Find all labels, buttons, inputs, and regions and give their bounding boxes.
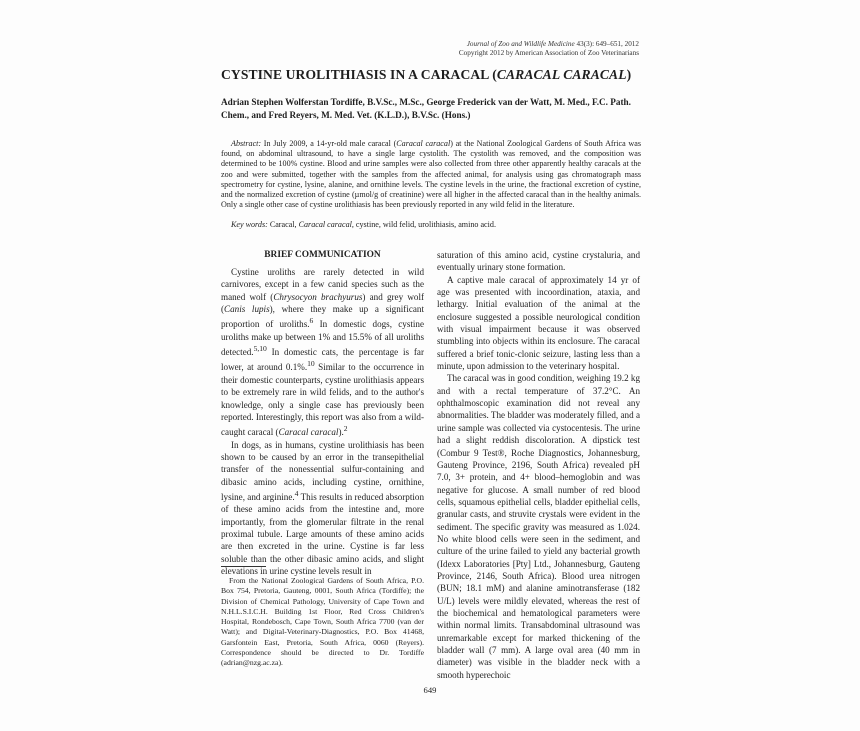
paragraph: The caracal was in good condition, weighing 19.2 kg and with a rectal temperature of 37.2°C. An ophthalmoscopic examination did not reveal any abnormalities. The bladder was moderately filled, and a urine sample was collected via cystocentesis. The urine had a slight reddish discoloration. A dipstick test (Combur 9 Test®, Roche Diagnostics, Johannesburg, Gauteng Province, 2196, South Africa) revealed pH 7.0, 3+ protein, and 4+ blood–hemoglobin and was negative for glucose. A small number of red blood cells, squamous epithelial cells, bladder epithelial cells, granular casts, and struvite crystals were evident in the sediment. The specific gravity was measured as 1.024. No white blood cells were seen in the sediment, and culture of the urine failed to yield any bacterial growth (Idexx Laboratories [Pty] Ltd., Johannesburg, Gauteng Province, 2146, South Africa). Blood urea nitrogen (BUN; 18.1 mM) and alanine aminotransferase (182 U/L) levels were mildly elevated, whereas the rest of the biochemical and hematological parameters were within normal limits. Transabdominal ultrasound was unremarkable except for marked thickening of the bladder wall (7 mm). A large oval area (40 mm in diameter) was visible in the bladder neck with a smooth hyperechoic: [437, 373, 640, 680]
journal-citation: [339, 40, 639, 49]
article-title: CYSTINE UROLITHIASIS IN A CARACAL (CARACAL CARACAL): [221, 67, 632, 82]
abstract-species: Caracal caracal: [396, 139, 451, 148]
abstract: Abstract: In July 2009, a 14-yr-old male caracal (Caracal caracal) at the National Zoological Gardens of South Africa was found, on abdominal ultrasound, to have a single large cystolith. The cystolith was removed, and the composition was determined to be 100% cystine. Blood and urine samples were also collected from three other apparently healthy caracals at the zoo and were submitted, together with the samples from the affected animal, for analysis using gas chromatograph mass spectrometry for cystine, lysine, alanine, and ornithine levels. The cystine levels in the urine, the fractional excretion of cystine, and the normalized excretion of cystine (µmol/g of creatinine) were all higher in the affected caracal than in the healthy animals. Only a single other case of cystine urolithiasis has been previously reported in any wild felid in the literature.: [221, 139, 642, 210]
citation-ref: 5,10: [253, 344, 267, 354]
title-species: CARACAL CARACAL: [496, 67, 627, 82]
affiliation-footnote: From the National Zoological Gardens of South Africa, P.O. Box 754, Pretoria, Gauteng, 0001, South Africa (Tordiffe); the Division of Chemical Pathology, University of Cape Town and N.H.L.S.I.C.H. Building 1st Floor, Red Cross Children's Hospital, Rondebosch, Cape Town, South Africa 7700 (van der Watt); and Digital-Veterinary-Diagnostics, P.O. Box 41468, Garsfontein East, Pretoria, South Africa, 0060 (Reyers). Correspondence should be directed to Dr. Tordiffe (adrian@nzg.ac.za).: [221, 576, 424, 668]
right-column: [437, 249, 640, 681]
keywords-label: Key words:: [231, 220, 268, 229]
section-heading: BRIEF COMMUNICATION: [264, 250, 381, 260]
citation-ref: 2: [343, 424, 348, 434]
paragraph: Cystine uroliths are rarely detected in wild carnivores, except in a few canid species such as the maned wolf (Chrysocyon brachyurus) and grey wolf (Canis lupis), where they make up a significant proportion of uroliths.$^6$ In domestic dogs, cystine uroliths make up between 1% and 15.5% of all uroliths detected.$^{5,10}$ In domestic cats, the percentage is far lower, at around 0.1%.$^{10}$ Similar to the occurrence in their domestic counterparts, cystine urolithiasis appears to be extremely rare in wild felids, and to the author's knowledge, only a single case has previously been reported. Interestingly, this report was also from a wild-caught caracal (Caracal caracal).$^2$: [221, 267, 425, 438]
author-list: Adrian Stephen Wolferstan Tordiffe, B.V.Sc., M.Sc., George Frederick van der Watt, M. Med., F.C. Path. Chem., and Fred Reyers, M. Med. Vet. (K.L.D.), B.V.Sc. (Hons.): [221, 97, 631, 120]
paragraph: A captive male caracal of approximately 14 yr of age was presented with incoordination, ataxia, and lethargy. Initial evaluation of the animal at the enclosure suggested a possible neurological condition with visual impairment because it was observed stumbling into objects within its enclosure. The caracal suffered a brief tonic-clonic seizure, lasting less than a minute, upon admission to the veterinary hospital.: [437, 274, 640, 372]
keywords: Key words: Caracal, Caracal caracal, cystine, wild felid, urolithiasis, amino acid.: [231, 220, 496, 229]
paragraph: In dogs, as in humans, cystine urolithiasis has been shown to be caused by an error in the transepithelial transfer of the nonessential sulfur-containing and dibasic amino acids, including cystine, ornithine, lysine, and arginine.$^4$ This results in reduced absorption of these amino acids from the intestine and, more importantly, from the glomerular filtrate in the renal proximal tubule. Large amounts of these amino acids are then excreted in the urine. Cystine is far less soluble than the other dibasic amino acids, and slight elevations in urine cystine levels result in: [221, 439, 424, 577]
left-column: [221, 266, 424, 577]
citation-ref: 4: [294, 488, 299, 498]
paragraph: saturation of this amino acid, cystine crystaluria, and eventually urinary stone formation.: [437, 250, 640, 273]
footnote-divider: [221, 566, 266, 567]
citation-ref: 6: [309, 316, 314, 326]
journal-name: Journal of Zoo and Wildlife Medicine: [466, 40, 575, 48]
page-number: 649: [423, 685, 437, 695]
keywords-species: Caracal caracal: [298, 220, 352, 229]
citation-ref: 10: [307, 359, 315, 369]
abstract-label: Abstract:: [231, 139, 262, 148]
journal-copyright: Copyright 2012 by American Association of Zoo Veterinarians: [458, 49, 639, 57]
journal-volume: 43(3): 649–651, 2012: [574, 40, 639, 48]
journal-header: [339, 40, 639, 58]
